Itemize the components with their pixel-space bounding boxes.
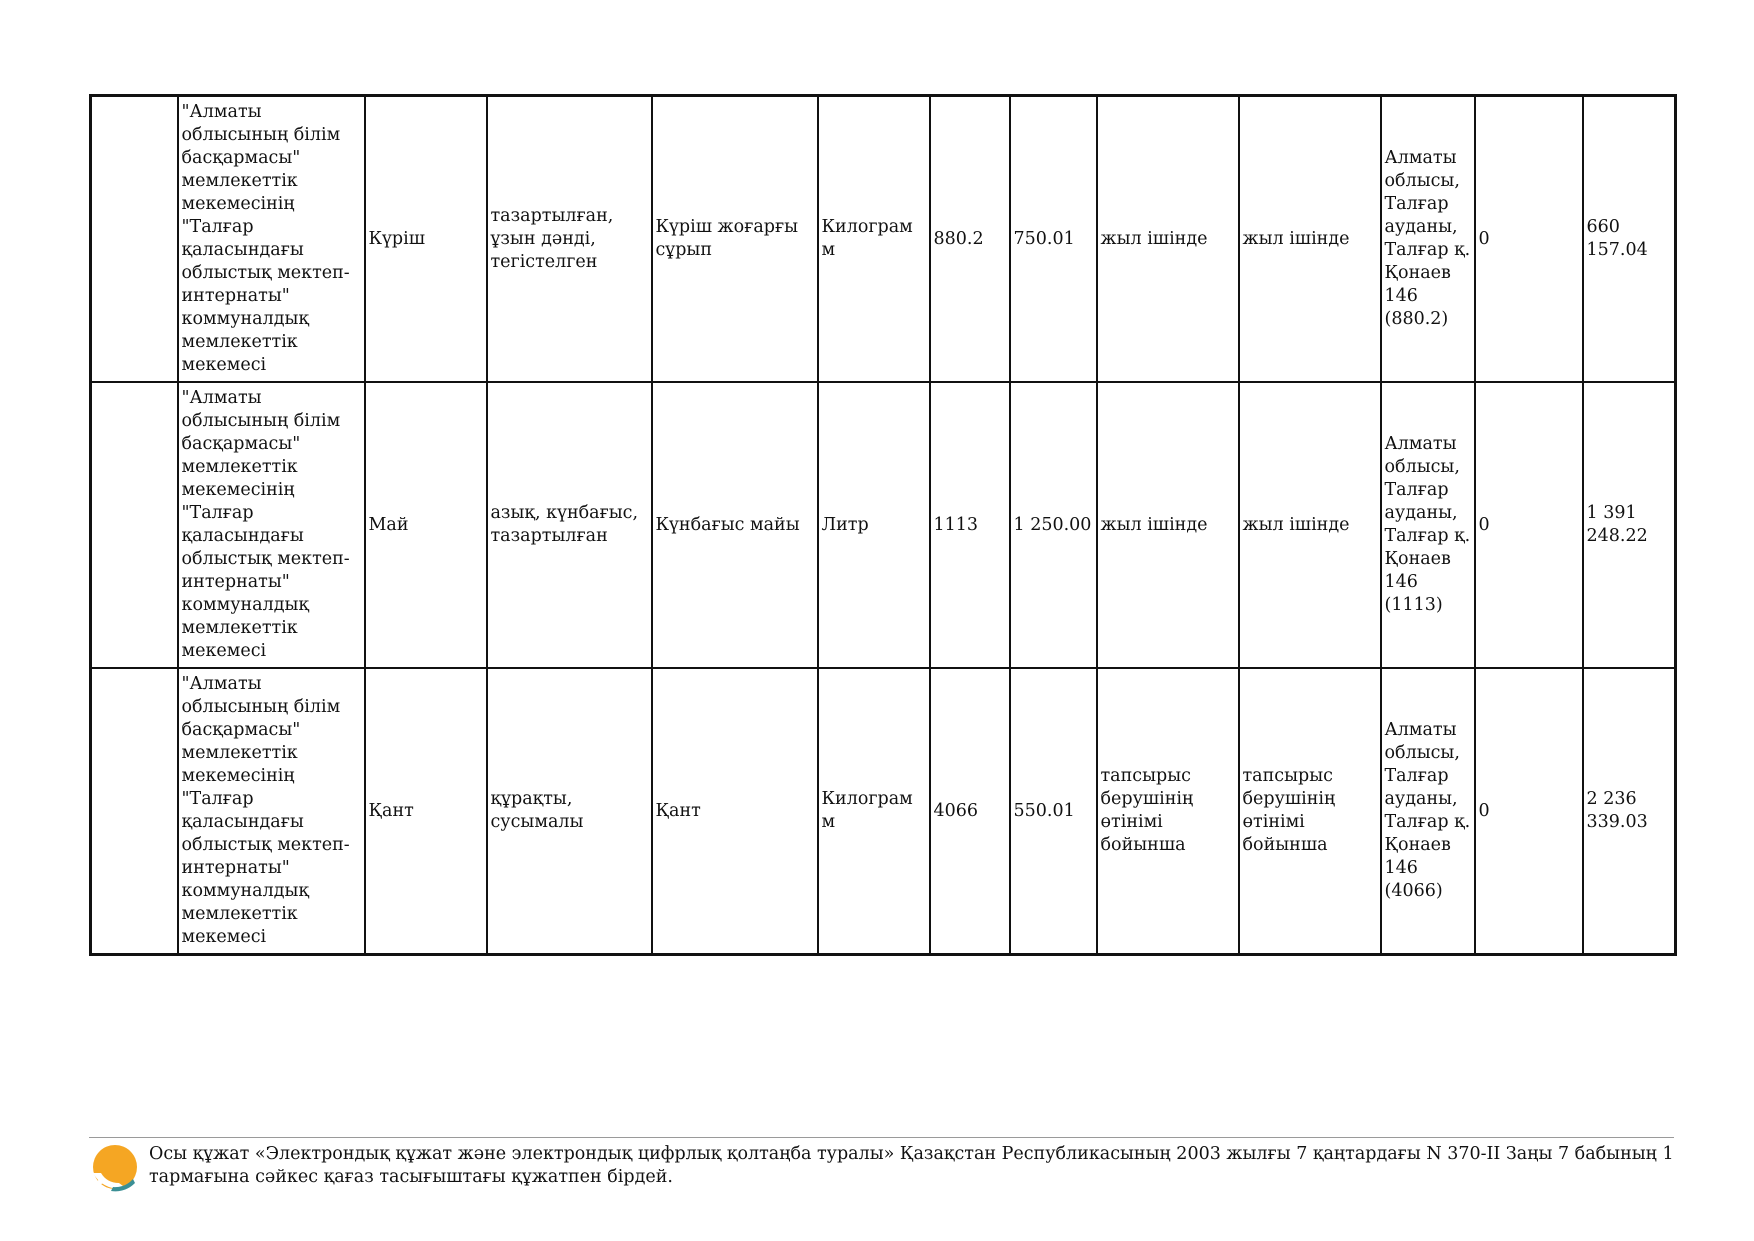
cell-quantity: 4066 xyxy=(930,668,1010,955)
cell-delivery-place: Алматы облысы, Талғар ауданы, Талғар қ. Қонаев 146 (880.2) xyxy=(1381,96,1475,383)
footer-divider xyxy=(89,1137,1674,1138)
cell-unit: Килограмм xyxy=(818,96,930,383)
cell-unit: Килограмм xyxy=(818,668,930,955)
cell-customer: "Алматы облысының білім басқармасы" мемлекеттік мекемесінің "Талғар қаласындағы облыстық мектеп-интернаты" коммуналдық мемлекеттік мекемесі xyxy=(178,96,365,383)
cell-price: 1 250.00 xyxy=(1010,382,1097,668)
cell-customer: "Алматы облысының білім басқармасы" мемлекеттік мекемесінің "Талғар қаласындағы облыстық мектеп-интернаты" коммуналдық мемлекеттік мекемесі xyxy=(178,382,365,668)
cell-num xyxy=(91,96,178,383)
cell-delivery-place: Алматы облысы, Талғар ауданы, Талғар қ. Қонаев 146 (1113) xyxy=(1381,382,1475,668)
cell-unit: Литр xyxy=(818,382,930,668)
cell-total: 1 391 248.22 xyxy=(1583,382,1676,668)
procurement-table xyxy=(89,94,1677,956)
cell-quantity: 880.2 xyxy=(930,96,1010,383)
e-gov-sun-logo-icon xyxy=(89,1143,141,1195)
footer xyxy=(89,1143,1674,1195)
table-row xyxy=(91,96,1676,383)
cell-description: азық, күнбағыс, тазартылған xyxy=(487,382,652,668)
cell-delivery-term: жыл ішінде xyxy=(1097,382,1239,668)
cell-advance: 0 xyxy=(1475,96,1583,383)
cell-characteristic: Күріш жоғарғы сұрып xyxy=(652,96,818,383)
cell-price: 550.01 xyxy=(1010,668,1097,955)
cell-customer: "Алматы облысының білім басқармасы" мемлекеттік мекемесінің "Талғар қаласындағы облыстық мектеп-интернаты" коммуналдық мемлекеттік мекемесі xyxy=(178,668,365,955)
cell-total: 660 157.04 xyxy=(1583,96,1676,383)
cell-product: Күріш xyxy=(365,96,487,383)
cell-product: Май xyxy=(365,382,487,668)
cell-description: құрақты, сусымалы xyxy=(487,668,652,955)
cell-characteristic: Күнбағыс майы xyxy=(652,382,818,668)
cell-description: тазартылған, ұзын дәнді, тегістелген xyxy=(487,96,652,383)
cell-advance: 0 xyxy=(1475,382,1583,668)
cell-quantity: 1113 xyxy=(930,382,1010,668)
cell-num xyxy=(91,668,178,955)
cell-advance: 0 xyxy=(1475,668,1583,955)
cell-num xyxy=(91,382,178,668)
cell-total: 2 236 339.03 xyxy=(1583,668,1676,955)
cell-delivery-period: жыл ішінде xyxy=(1239,382,1381,668)
cell-product: Қант xyxy=(365,668,487,955)
cell-characteristic: Қант xyxy=(652,668,818,955)
cell-delivery-period: жыл ішінде xyxy=(1239,96,1381,383)
table-row xyxy=(91,382,1676,668)
cell-delivery-term: тапсырыс берушінің өтінімі бойынша xyxy=(1097,668,1239,955)
cell-price: 750.01 xyxy=(1010,96,1097,383)
cell-delivery-term: жыл ішінде xyxy=(1097,96,1239,383)
legal-notice-text: Осы құжат «Электрондық құжат және электрондық цифрлық қолтаңба туралы» Қазақстан Республикасының 2003 жылғы 7 қаңтардағы N 370-II Заңы 7 бабының 1 тармағына сәйкес қағаз тасығыштағы құжатпен бірдей. xyxy=(149,1144,1674,1187)
cell-delivery-period: тапсырыс берушінің өтінімі бойынша xyxy=(1239,668,1381,955)
table-row xyxy=(91,668,1676,955)
cell-delivery-place: Алматы облысы, Талғар ауданы, Талғар қ. Қонаев 146 (4066) xyxy=(1381,668,1475,955)
